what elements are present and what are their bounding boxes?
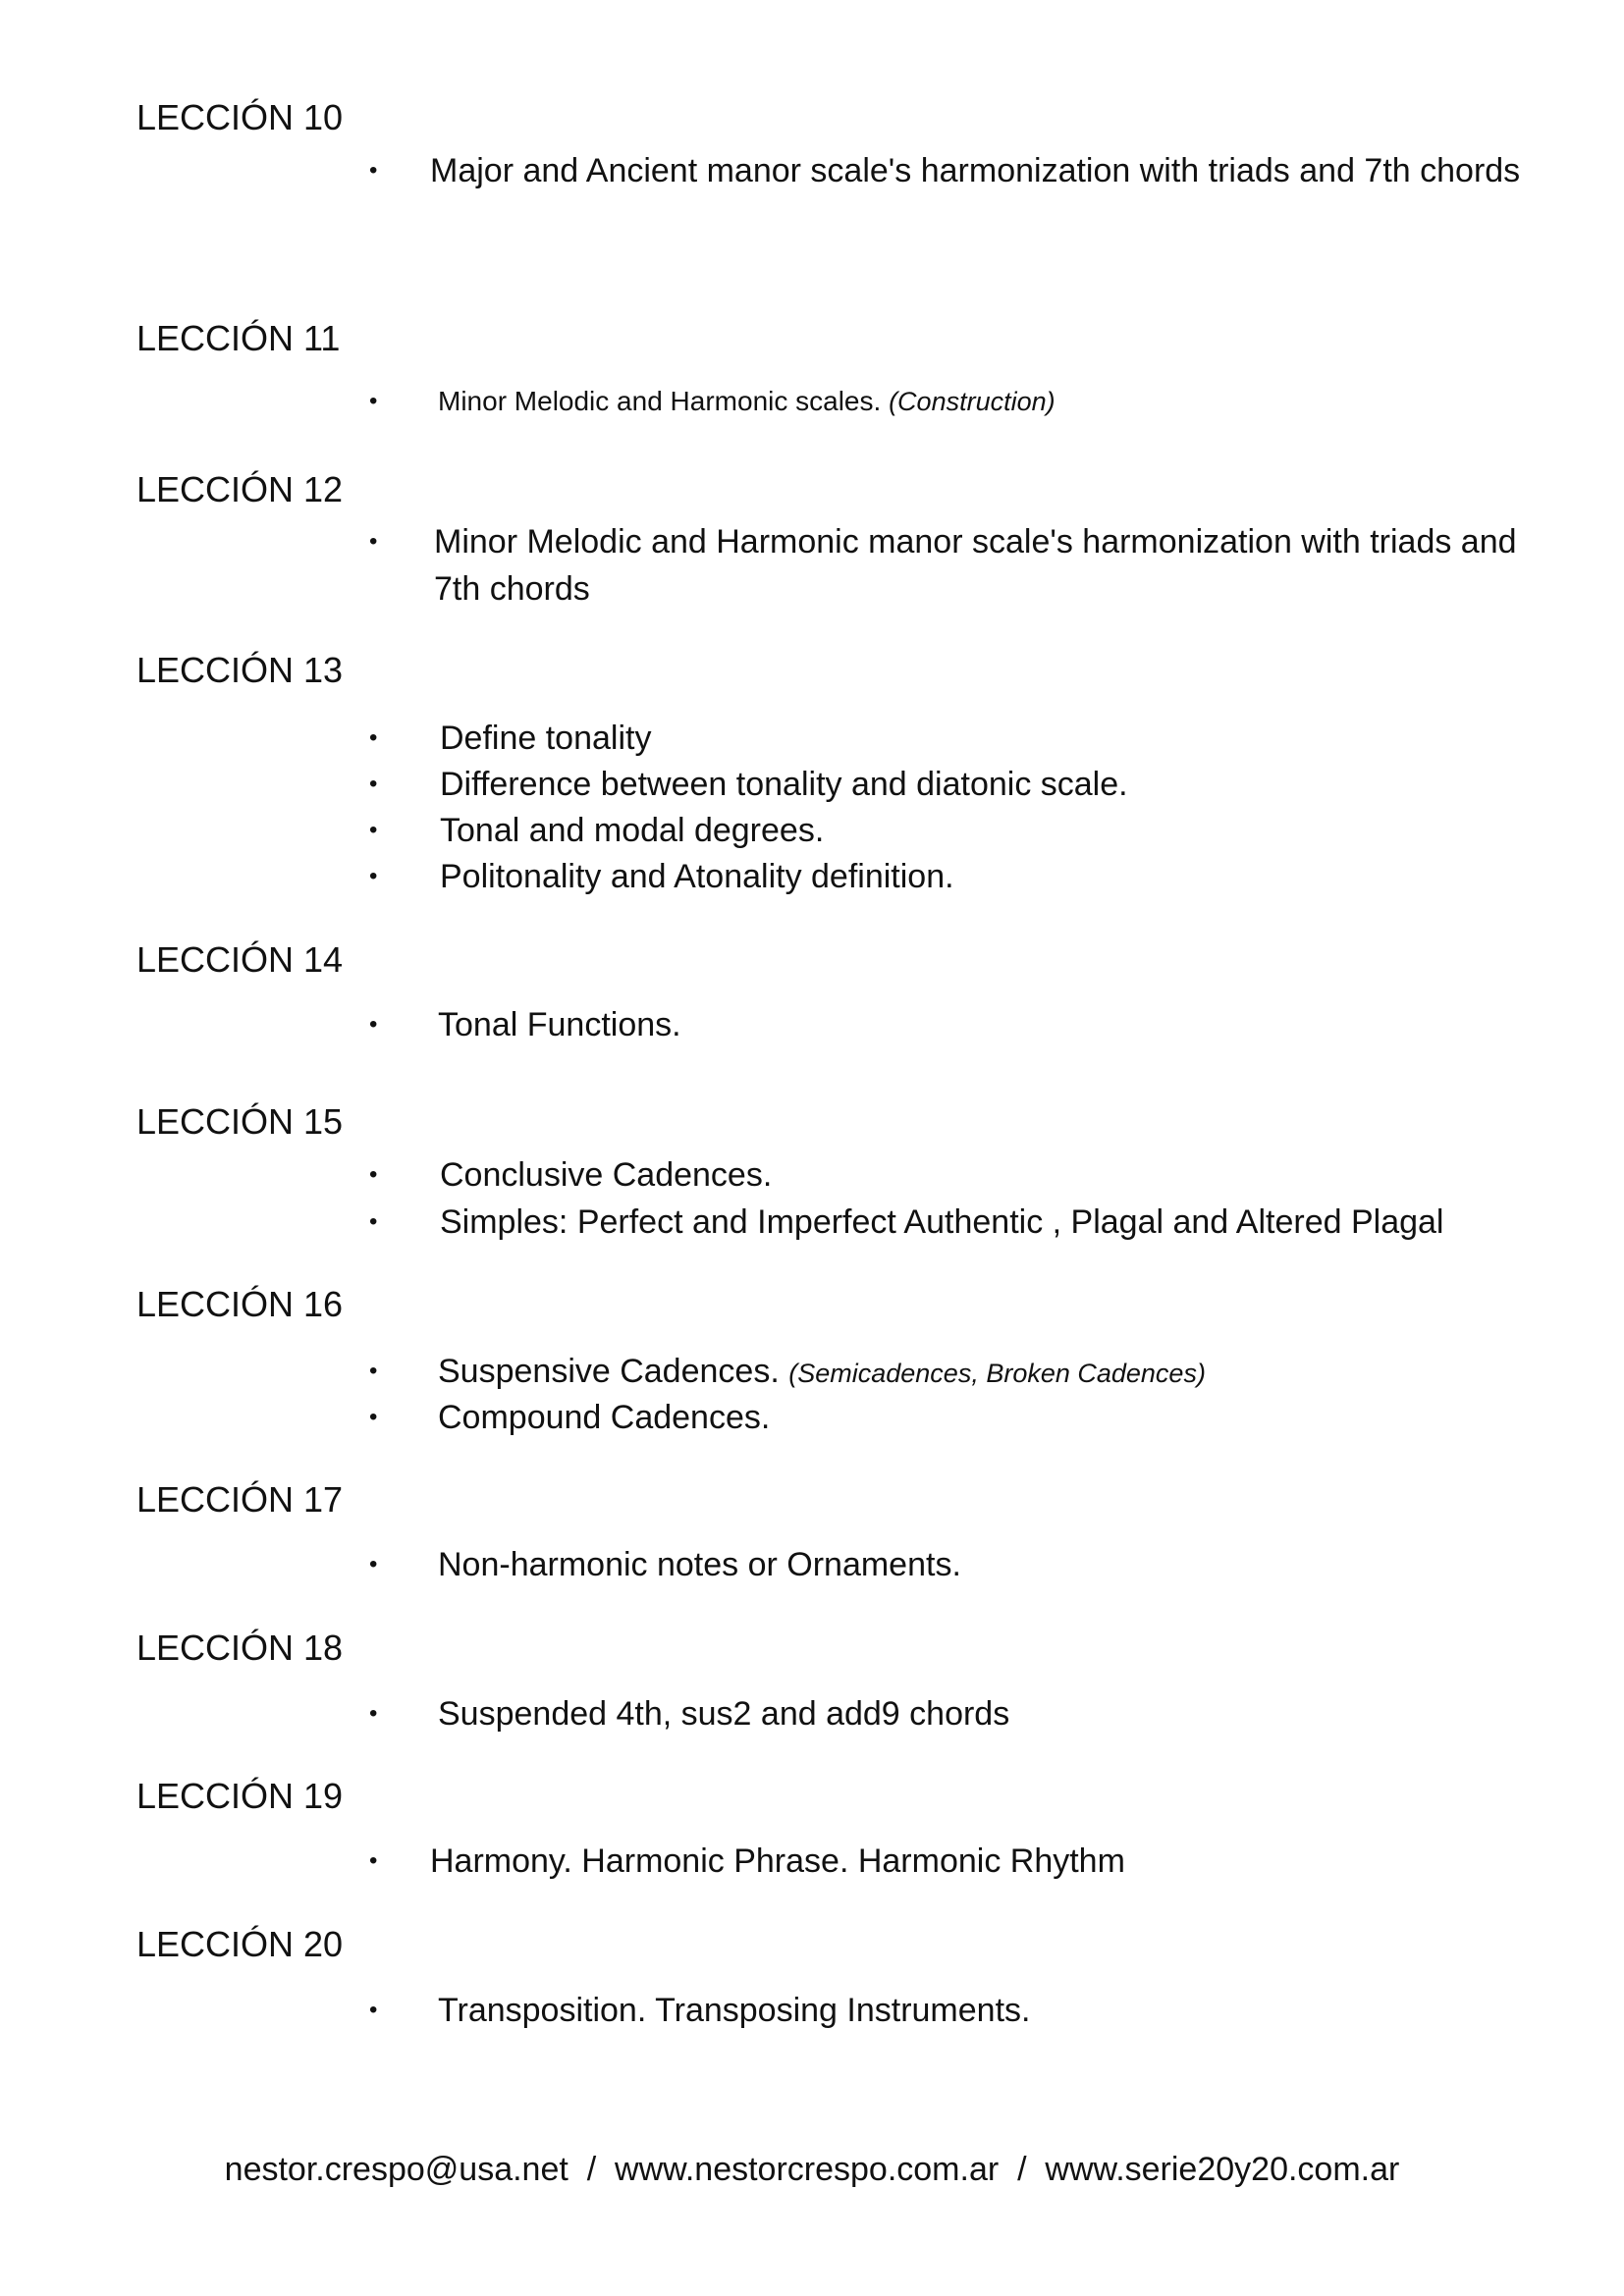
lesson-item: Tonal and modal degrees. <box>440 812 825 849</box>
lesson-item: Suspended 4th, sus2 and add9 chords <box>438 1695 1010 1733</box>
lesson-item: Tonal Functions. <box>438 1006 681 1043</box>
lesson-item: Compound Cadences. <box>438 1399 771 1436</box>
lesson-item: Simples: Perfect and Imperfect Authentic , Plagal and Altered Plagal <box>440 1203 1444 1241</box>
lesson-heading: LECCIÓN 17 <box>136 1479 344 1520</box>
item-text: Suspensive Cadences. <box>438 1353 780 1390</box>
lesson-item <box>438 1348 1206 1397</box>
bullet-icon: • <box>369 1700 378 1727</box>
lesson-item: Politonality and Atonality definition. <box>440 858 954 895</box>
item-note: (Construction) <box>889 387 1056 416</box>
lesson-item: Conclusive Cadences. <box>440 1156 773 1194</box>
item-note: (Semicadences, Broken Cadences) <box>788 1359 1206 1388</box>
bullet-icon: • <box>369 771 378 797</box>
bullet-icon: • <box>369 1358 378 1384</box>
lesson-item: Minor Melodic and Harmonic manor scale's harmonization with triads and 7th chords <box>434 523 1517 608</box>
footer-contact: nestor.crespo@usa.net / www.nestorcrespo.com.ar / www.serie20y20.com.ar <box>224 2151 1400 2188</box>
lesson-heading: LECCIÓN 11 <box>136 318 341 358</box>
bullet-icon: • <box>369 817 378 843</box>
lesson-heading: LECCIÓN 15 <box>136 1101 344 1142</box>
lesson-item: Difference between tonality and diatonic scale. <box>440 766 1128 803</box>
bullet-icon: • <box>369 1161 378 1188</box>
lesson-item: Major and Ancient manor scale's harmonization with triads and 7th chords <box>430 152 1521 189</box>
bullet-icon: • <box>369 1997 378 2023</box>
item-text: Minor Melodic and Harmonic scales. <box>438 386 882 416</box>
lesson-heading: LECCIÓN 13 <box>136 650 344 690</box>
lesson-heading: LECCIÓN 18 <box>136 1628 344 1668</box>
lesson-heading: LECCIÓN 12 <box>136 469 344 509</box>
lesson-heading: LECCIÓN 19 <box>136 1776 344 1816</box>
lesson-heading: LECCIÓN 20 <box>136 1924 344 1964</box>
bullet-icon: • <box>369 1847 378 1874</box>
lesson-item: Non-harmonic notes or Ornaments. <box>438 1546 961 1583</box>
bullet-icon: • <box>369 528 378 555</box>
lesson-item <box>438 378 1567 425</box>
bullet-icon: • <box>369 863 378 889</box>
lesson-heading: LECCIÓN 10 <box>136 97 344 137</box>
lesson-item: Define tonality <box>440 720 652 757</box>
bullet-icon: • <box>369 157 378 184</box>
lesson-item: Harmony. Harmonic Phrase. Harmonic Rhythm <box>430 1842 1125 1880</box>
bullet-icon: • <box>369 388 378 414</box>
lesson-item: Transposition. Transposing Instruments. <box>438 1992 1031 2029</box>
bullet-icon: • <box>369 1551 378 1577</box>
lesson-heading: LECCIÓN 14 <box>136 939 344 980</box>
bullet-icon: • <box>369 724 378 751</box>
bullet-icon: • <box>369 1011 378 1038</box>
lesson-heading: LECCIÓN 16 <box>136 1284 344 1324</box>
bullet-icon: • <box>369 1208 378 1235</box>
bullet-icon: • <box>369 1404 378 1430</box>
